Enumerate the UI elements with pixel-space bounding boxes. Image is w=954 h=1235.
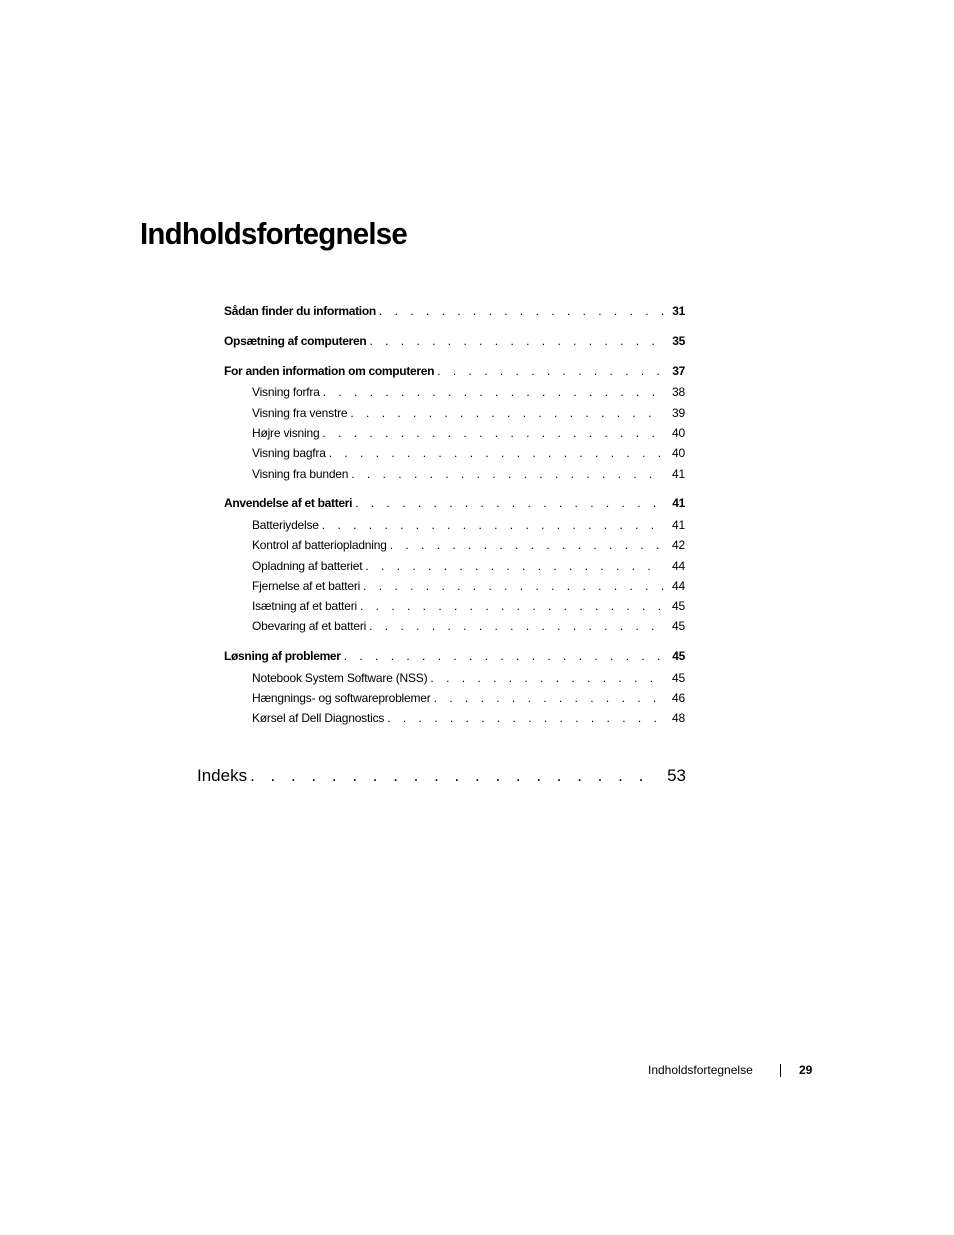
toc-entry-page: 42 <box>672 538 685 552</box>
toc-entry-page: 41 <box>672 496 685 510</box>
toc-entry-label: Visning fra bunden <box>252 467 349 481</box>
toc-entry[interactable] <box>252 406 685 420</box>
toc-leader-dots <box>329 446 664 460</box>
toc-entry[interactable] <box>252 446 685 460</box>
toc-entry-page: 46 <box>672 691 685 705</box>
toc-leader-dots <box>351 467 664 481</box>
toc-entry-label: Løsning af problemer <box>224 649 341 663</box>
toc-entry-page: 41 <box>672 467 685 481</box>
toc-entry-page: 45 <box>672 649 685 663</box>
toc-entry-label: Opsætning af computeren <box>224 334 367 348</box>
toc-entry-label: Visning bagfra <box>252 446 326 460</box>
toc-entry-label: Sådan finder du information <box>224 304 376 318</box>
toc-leader-dots <box>355 496 664 510</box>
toc-entry-page: 45 <box>672 619 685 633</box>
toc-entry[interactable] <box>252 619 685 633</box>
toc-leader-dots <box>379 304 664 318</box>
toc-entry-page: 35 <box>672 334 685 348</box>
toc-entry-label: Fjernelse af et batteri <box>252 579 361 593</box>
toc-entry-page: 48 <box>672 711 685 725</box>
toc-entry[interactable] <box>252 538 685 552</box>
toc-entry-label: Notebook System Software (NSS) <box>252 671 428 685</box>
toc-entry-label: Kørsel af Dell Diagnostics <box>252 711 385 725</box>
toc-entry[interactable] <box>252 385 685 399</box>
toc-entry-page: 37 <box>672 364 685 378</box>
footer-separator <box>780 1064 781 1077</box>
toc-leader-dots <box>350 406 664 420</box>
toc-entry-page: 40 <box>672 446 685 460</box>
toc-entry-label: Højre visning <box>252 426 320 440</box>
toc-leader-dots <box>323 385 664 399</box>
toc-entry[interactable] <box>252 711 685 725</box>
toc-leader-dots <box>390 538 664 552</box>
toc-entry-page: 44 <box>672 559 685 573</box>
toc-entry[interactable] <box>252 426 685 440</box>
toc-entry-label: Hængnings- og softwareproblemer <box>252 691 431 705</box>
toc-entry-page: 31 <box>672 304 685 318</box>
toc-entry-page: 45 <box>672 599 685 613</box>
toc-leader-dots <box>369 619 664 633</box>
toc-leader-dots <box>365 559 664 573</box>
footer-title: Indholdsfortegnelse <box>648 1063 753 1077</box>
toc-entry-label: Anvendelse af et batteri <box>224 496 353 510</box>
toc-entry-page: 44 <box>672 579 685 593</box>
toc-entry-page: 39 <box>672 406 685 420</box>
toc-leader-dots <box>322 518 664 532</box>
toc-leader-dots <box>434 691 664 705</box>
toc-leader-dots <box>363 579 664 593</box>
toc-leader-dots <box>250 766 659 786</box>
toc-entry-label: Obevaring af et batteri <box>252 619 367 633</box>
toc-entry-index[interactable] <box>197 766 686 786</box>
toc-entry-label: Isætning af et batteri <box>252 599 357 613</box>
toc-entry-page: 41 <box>672 518 685 532</box>
toc-entry-label: Batteriydelse <box>252 518 319 532</box>
toc-leader-dots <box>344 649 665 663</box>
toc-entry[interactable] <box>224 364 685 378</box>
toc-leader-dots <box>437 364 664 378</box>
toc-entry-label: Visning fra venstre <box>252 406 348 420</box>
toc-leader-dots <box>360 599 664 613</box>
toc-entry-label: Visning forfra <box>252 385 320 399</box>
toc-entry-page: 38 <box>672 385 685 399</box>
toc-leader-dots <box>387 711 664 725</box>
toc-leader-dots <box>369 334 664 348</box>
toc-entry[interactable] <box>224 304 685 318</box>
toc-entry-label: Indeks <box>197 766 248 785</box>
toc-entry[interactable] <box>252 579 685 593</box>
toc-entry[interactable] <box>252 559 685 573</box>
toc-entry[interactable] <box>224 496 685 510</box>
toc-entry[interactable] <box>224 334 685 348</box>
toc-entry-page: 40 <box>672 426 685 440</box>
footer-page-number: 29 <box>799 1063 813 1077</box>
toc-entry[interactable] <box>252 518 685 532</box>
toc-leader-dots <box>430 671 664 685</box>
toc-entry-page: 45 <box>672 671 685 685</box>
toc-entry[interactable] <box>252 599 685 613</box>
toc-entry[interactable] <box>224 649 685 663</box>
toc-entry-label: For anden information om computeren <box>224 364 435 378</box>
page-title: Indholdsfortegnelse <box>140 216 407 251</box>
toc-leader-dots <box>322 426 664 440</box>
toc-entry[interactable] <box>252 467 685 481</box>
toc-entry-label: Kontrol af batteriopladning <box>252 538 387 552</box>
toc-entry[interactable] <box>252 671 685 685</box>
toc-entry[interactable] <box>252 691 685 705</box>
toc-entry-label: Opladning af batteriet <box>252 559 363 573</box>
toc-entry-page: 53 <box>667 766 686 785</box>
